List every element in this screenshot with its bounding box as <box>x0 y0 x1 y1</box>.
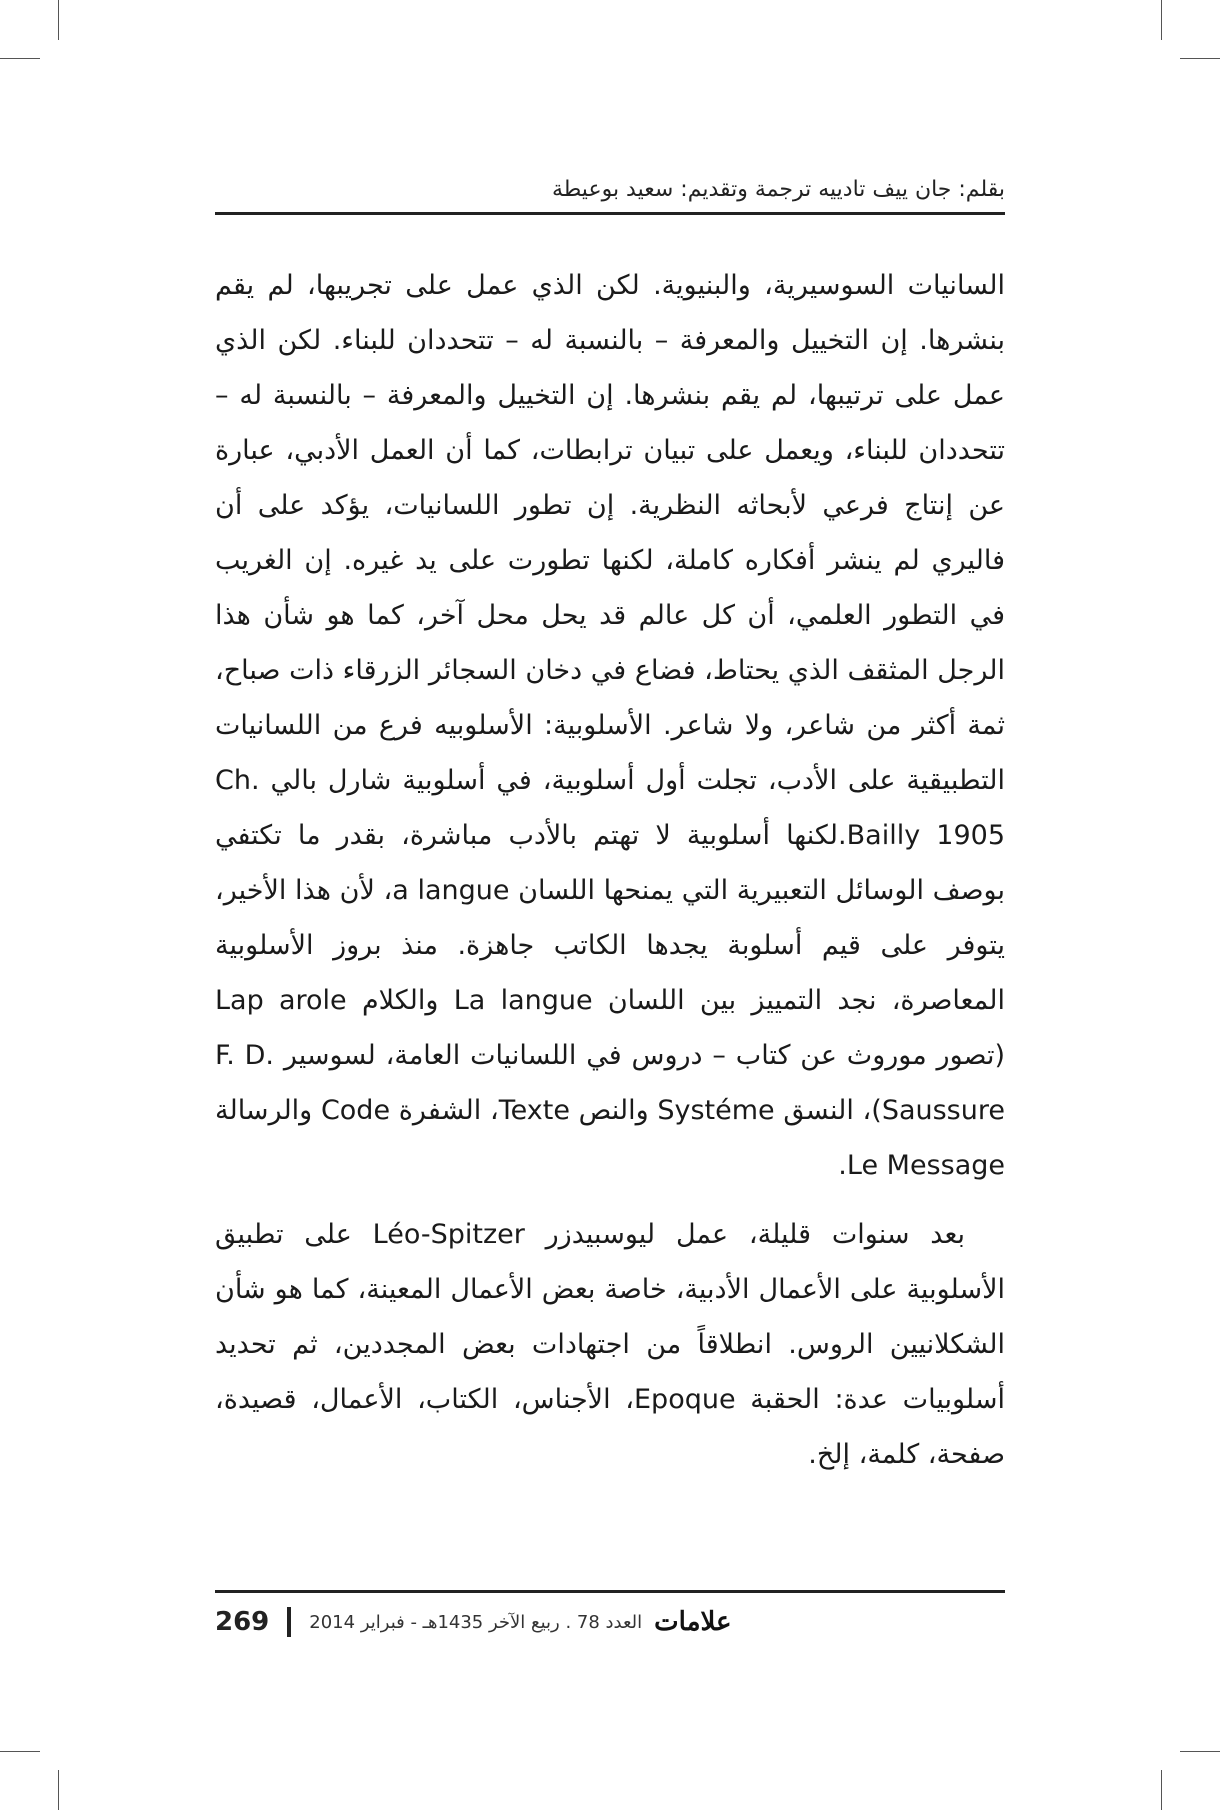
page-number: 269 <box>215 1607 270 1637</box>
paragraph: بعد سنوات قليلة، عمل ليوسبيدزر Léo-Spitzer على تطبيق الأسلوبية على الأعمال الأدبية، خاصة بعض الأعمال المعينة، كما هو شأن الشكلانيين الروس. انطلاقاً من اجتهادات بعض المجددين، ثم تحديد أسلوبيات عدة: الحقبة Epoque، الأجناس، الكتاب، الأعمال، قصيدة، صفحة، كلمة، إلخ. <box>215 1219 1005 1470</box>
crop-mark <box>0 58 40 59</box>
page-footer <box>215 1590 1005 1643</box>
crop-mark <box>1180 58 1220 59</box>
running-head <box>215 168 1005 215</box>
footer-separator <box>287 1607 291 1637</box>
crop-mark <box>1161 1770 1162 1810</box>
crop-mark <box>1161 0 1162 40</box>
byline: بقلم: جان ييف تادييه ترجمة وتقديم: سعيد بوعيطة <box>551 177 1005 202</box>
paragraph: السانيات السوسيرية، والبنيوية. لكن الذي عمل على تجريبها، لم يقم بنشرها. إن التخييل والمعرفة – بالنسبة له – تتحددان للبناء. لكن الذي عمل على ترتيبها، لم يقم بنشرها. إن التخييل والمعرفة – بالنسبة له – تتحددان للبناء، ويعمل على تبيان ترابطات، كما أن العمل الأدبي، عبارة عن إنتاج فرعي لأبحاثه النظرية. إن تطور اللسانيات، يؤكد على أن فاليري لم ينشر أفكاره كاملة، لكنها تطورت على يد غيره. إن الغريب في التطور العلمي، أن كل عالم قد يحل محل آخر، كما هو شأن هذا الرجل المثقف الذي يحتاط، فضاع في دخان السجائر الزرقاء ذات صباح، ثمة أكثر من شاعر، ولا شاعر. الأسلوبية: الأسلوبيه فرع من اللسانيات التطبيقية على الأدب، تجلت أول أسلوبية، في أسلوبية شارل بالي Ch. Bailly 1905.لكنها أسلوبية لا تهتم بالأدب مباشرة، بقدر ما تكتفي بوصف الوسائل التعبيرية التي يمنحها اللسان a langue، لأن هذا الأخير، يتوفر على قيم أسلوبة يجدها الكاتب جاهزة. منذ بروز الأسلوبية المعاصرة، نجد التمييز بين اللسان La langue والكلام Lap arole (تصور موروث عن كتاب – دروس في اللسانيات العامة، لسوسير F. D. Saussure)، النسق Systéme والنص Texte، الشفرة Code والرسالة Le Message. <box>215 270 1006 1181</box>
crop-mark <box>0 1751 40 1752</box>
article-body <box>215 258 1005 1482</box>
journal-name: علامات <box>654 1607 732 1637</box>
crop-mark <box>58 0 59 40</box>
crop-mark <box>58 1770 59 1810</box>
issue-info: العدد 78 . ربيع الآخر 1435هـ - فبراير 2014 <box>309 1611 643 1633</box>
crop-mark <box>1180 1751 1220 1752</box>
